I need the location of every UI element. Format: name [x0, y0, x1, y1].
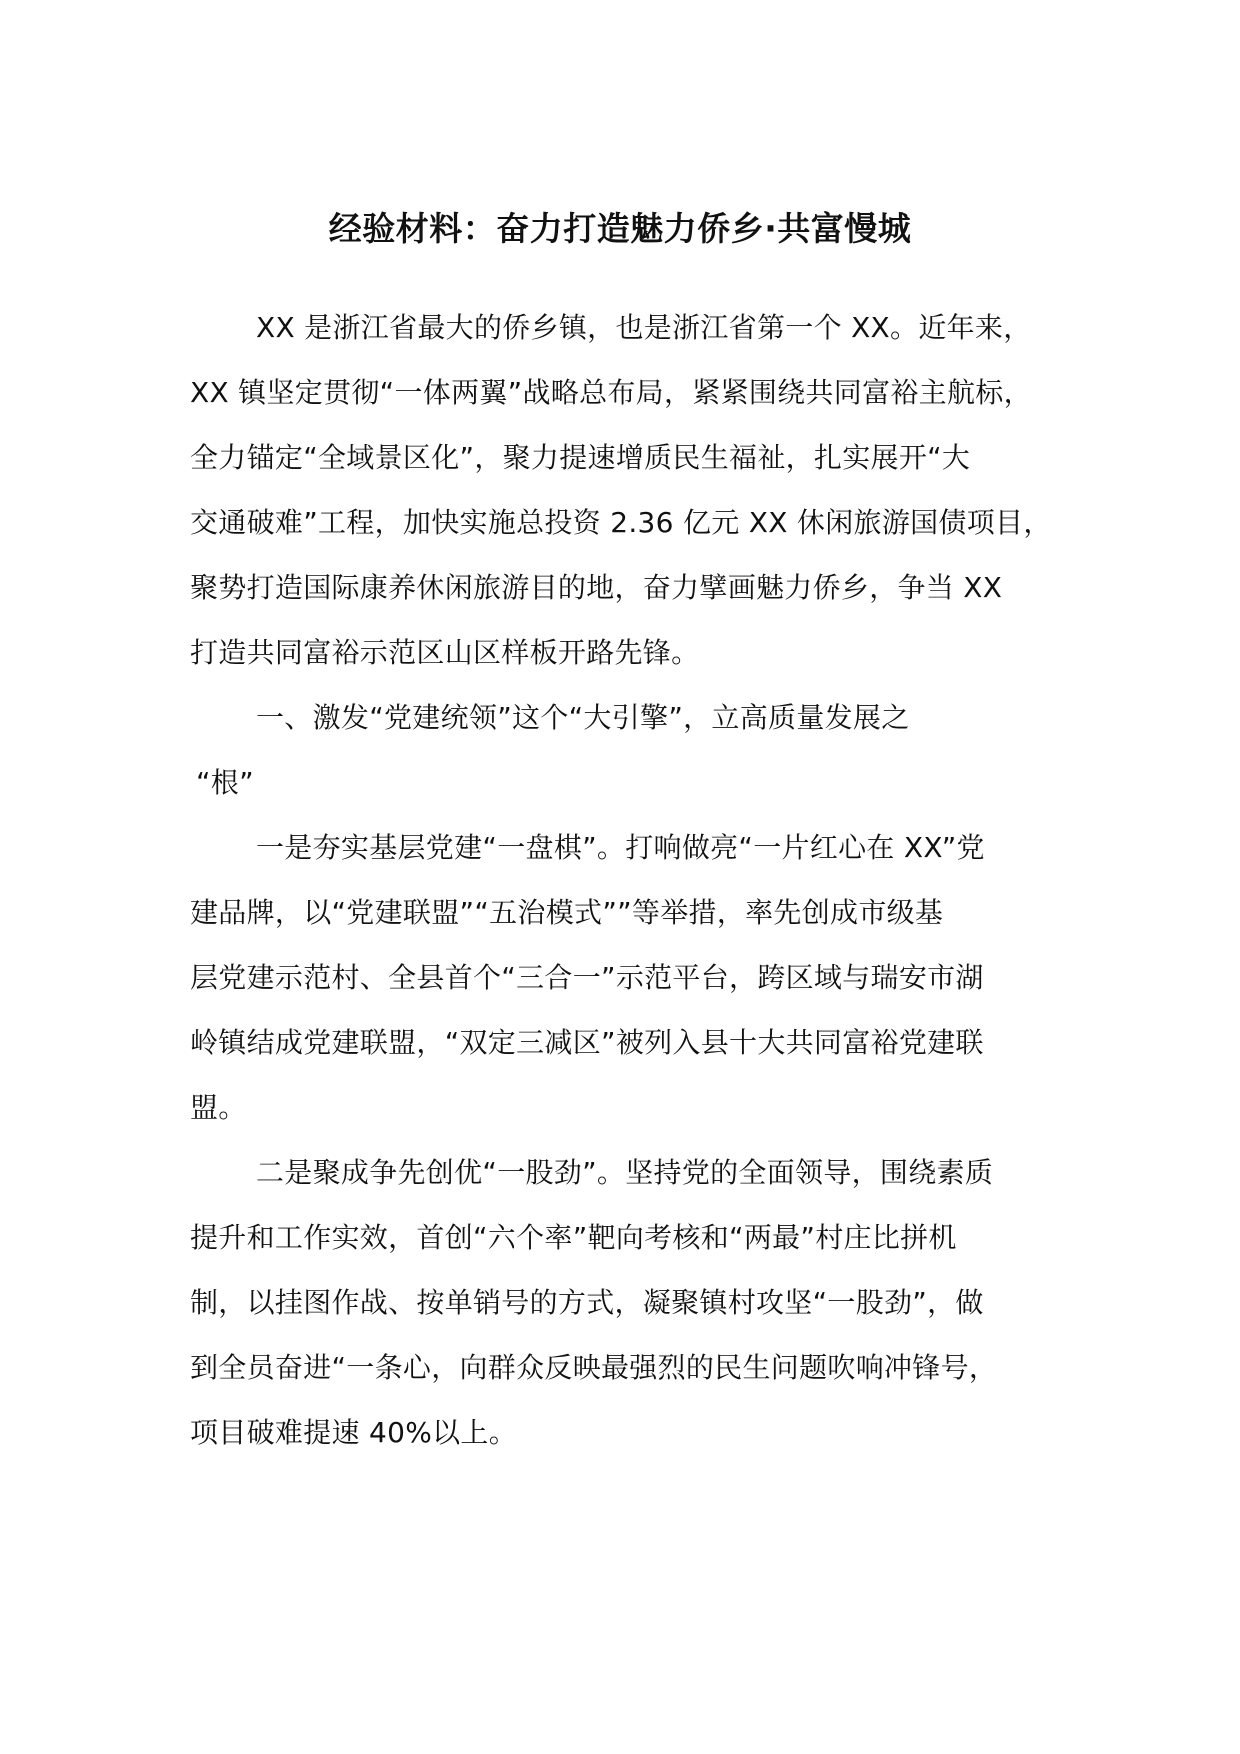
paragraph-line: 岭镇结成党建联盟，“双定三减区”被列入县十大共同富裕党建联: [190, 1026, 984, 1059]
paragraph-line: 建品牌，以“党建联盟”“五治模式””等举措，率先创成市级基: [190, 896, 944, 929]
paragraph-line: XX 是浙江省最大的侨乡镇，也是浙江省第一个 XX。近年来，: [256, 311, 1032, 344]
paragraph-line: 聚势打造国际康养休闲旅游目的地，奋力擘画魅力侨乡，争当 XX: [190, 571, 1003, 604]
paragraph-line: 一是夯实基层党建“一盘棋”。打响做亮“一片红心在 XX”党: [256, 831, 985, 864]
paragraph-line: 盟。: [190, 1091, 247, 1124]
paragraph-line: 项目破难提速 40%以上。: [190, 1416, 518, 1449]
paragraph-line: 层党建示范村、全县首个“三合一”示范平台，跨区域与瑞安市湖: [190, 961, 984, 994]
section-heading-line: 一、激发“党建统领”这个“大引擎”，立高质量发展之: [256, 701, 910, 734]
paragraph-line: 提升和工作实效，首创“六个率”靶向考核和“两最”村庄比拼机: [190, 1221, 957, 1254]
paragraph-line: 全力锚定“全域景区化”，聚力提速增质民生福祉，扎实展开“大: [190, 441, 971, 474]
paragraph-line: 二是聚成争先创优“一股劲”。坚持党的全面领导，围绕素质: [256, 1156, 994, 1189]
paragraph-line: 制，以挂图作战、按单销号的方式，凝聚镇村攻坚“一股劲”，做: [190, 1286, 984, 1319]
paragraph-line: XX 镇坚定贯彻“一体两翼”战略总布局，紧紧围绕共同富裕主航标，: [190, 376, 1032, 409]
section-heading-line: “根”: [196, 766, 254, 799]
document-title: 经验材料：奋力打造魅力侨乡·共富慢城: [328, 209, 912, 248]
paragraph-line: 交通破难”工程，加快实施总投资 2.36 亿元 XX 休闲旅游国债项目，: [190, 506, 1052, 539]
paragraph-line: 打造共同富裕示范区山区样板开路先锋。: [190, 636, 700, 669]
paragraph-line: 到全员奋进“一条心，向群众反映最强烈的民生问题吹响冲锋号，: [190, 1351, 998, 1384]
